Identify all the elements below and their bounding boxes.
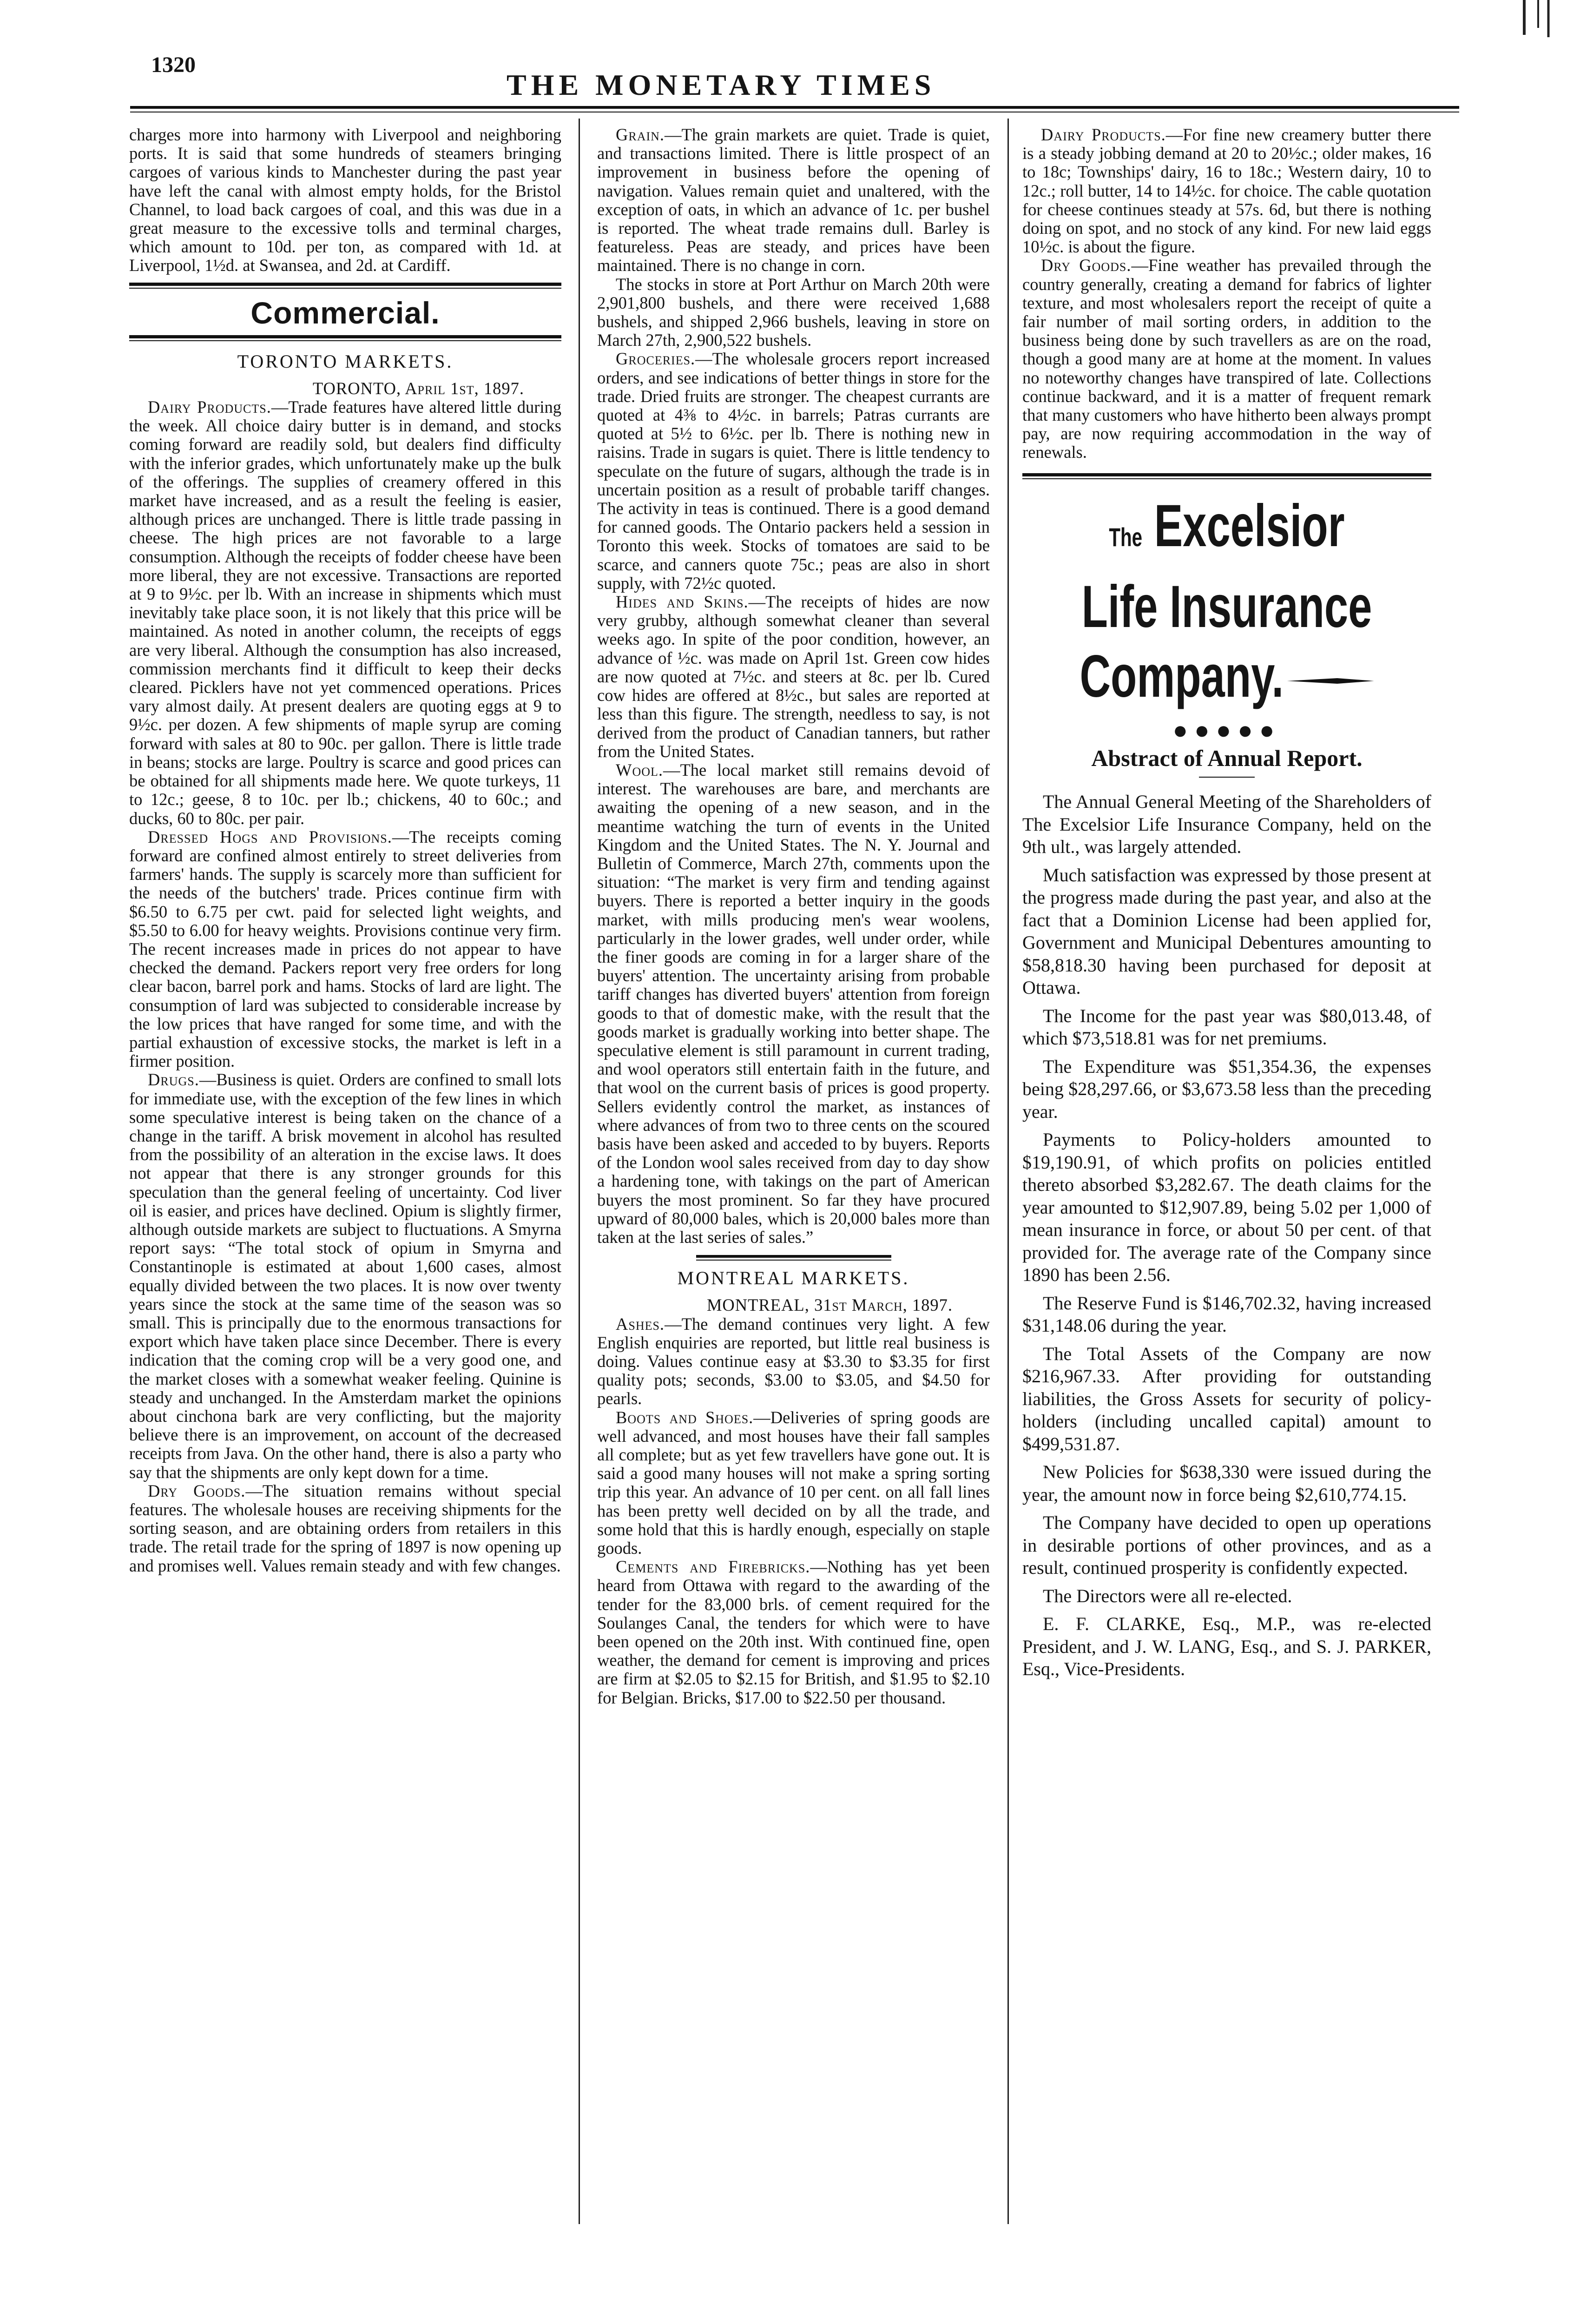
- section-heading: Commercial.: [250, 295, 440, 330]
- section-rule: [129, 335, 561, 341]
- boots-label: Boots and Shoes.: [616, 1407, 754, 1427]
- wool-label: Wool.: [616, 760, 664, 779]
- ad-paragraph: Much satisfaction was expressed by those present at the progress made during the past year, and also at the fact that a Dominion License had been applied for, Government and Municipal Debentures amounting to $58,818.30 having been purchased for deposit at Ottawa.: [1022, 864, 1431, 998]
- drygoods-text: —The situation remains without special features. The wholesale houses are receiving shipments for the sorting season, and are obtaining orders from retailers in this trade. The retail trade for the spring of 1897 is now opening up and promises well. Values remain steady and with few changes.: [129, 1481, 561, 1575]
- montreal-dateline: MONTREAL, 31st March, 1897.: [706, 1295, 953, 1315]
- ad-paragraph: The Income for the past year was $80,013.48, of which $73,518.81 was for net premiums.: [1022, 1005, 1431, 1049]
- montreal-dairy-label: Dairy Products.: [1041, 125, 1166, 144]
- grain-stocks-paragraph: The stocks in store at Port Arthur on March 20th were 2,901,800 bushels, and there were received 1,688 bushels, and shipped 2,966 bushels, leaving in store on March 27th, 2,900,522 bushels.: [597, 274, 990, 350]
- column-2: [597, 125, 990, 1707]
- ad-company: Company.: [1080, 643, 1284, 710]
- canal-paragraph: charges more into harmony with Liverpool and neighboring ports. It is said that some hundreds of steamers bringing cargoes of various kinds to Manchester during the past year have left the canal with almost empty holds, for the Bristol Channel, to load back cargoes of coal, and this was due in a great measure to the excessive tolls and terminal charges, which amount to 10d. per ton, as compared with 1d. at Liverpool, 1½d. at Swansea, and 2d. at Cardiff.: [129, 125, 561, 275]
- ad-paragraph: The Reserve Fund is $146,702.32, having increased $31,148.06 during the year.: [1022, 1292, 1431, 1336]
- ad-paragraph: The Expenditure was $51,354.36, the expenses being $28,297.66, or $3,673.58 less than the preceding year.: [1022, 1056, 1431, 1122]
- grain-paragraph: [597, 125, 990, 275]
- hogs-text: —The receipts coming forward are confined almost entirely to street deliveries from farmers' hands. The supply is scarcely more than sufficient for the needs of the butchers' trade. Prices continue firm with $6.50 to 6.75 per cwt. paid for selected light weights, and $5.50 to 6.00 for heavy weights. Provisions continue very firm. The recent increases made in prices do not appear to have checked the demand. Packers report very free orders for long clear bacon, barrel pork and hams. Stocks of lard are light. The consumption of lard was subjected to considerable increase by the low prices that have ranged for some time, and with the partial exhaustion of excessive stocks, the market is left in a firmer position.: [129, 827, 561, 1071]
- column-rule-1: [579, 119, 580, 2224]
- wool-paragraph: [597, 761, 990, 1247]
- ashes-label: Ashes.: [616, 1314, 665, 1334]
- ad-body: [1022, 791, 1431, 1681]
- ad-title-line-2: Life Insurance: [1081, 573, 1372, 640]
- montreal-drygoods-text: —Fine weather has prevailed through the country generally, creating a demand for fabrics of lighter texture, and most wholesalers report the receipt of quite a fair number of mail sorting orders, in addition to the business being done by such travellers as are on the road, though a good many are at home at the moment. In values no noteworthy changes have transpired of late. Collections continue backward, and it is a matter of frequent remark that many customers who have hitherto been always prompt pay, are now requiring accommodation in the way of renewals.: [1022, 256, 1431, 462]
- dairy-paragraph: [129, 398, 561, 828]
- grain-label: Grain.: [616, 125, 665, 144]
- cements-paragraph: [597, 1558, 990, 1707]
- montreal-drygoods-label: Dry Goods.: [1041, 256, 1132, 275]
- ad-paragraph: E. F. CLARKE, Esq., M.P., was re-elected President, and J. W. LANG, Esq., and S. J. PARKER, Esq., Vice-Presidents.: [1022, 1613, 1431, 1680]
- boots-paragraph: [597, 1408, 990, 1558]
- drugs-label: Drugs.: [148, 1070, 199, 1089]
- ad-subtitle: Abstract of Annual Report.: [1091, 745, 1363, 771]
- header-rule: [130, 106, 1459, 112]
- excelsior-advertisement: [1022, 491, 1431, 1681]
- groceries-paragraph: [597, 350, 990, 593]
- groceries-text: —The wholesale grocers report increased orders, and see indications of better things in store for the trade. Dried fruits are stronger. The cheapest currants are quoted at 4⅜ to 4½c. in barrels; Patras currants are quoted at 5½ to 6½c. per lb. There is nothing new in raisins. Trade in sugars is quiet. There is little tendency to speculate on the future of sugars, although the trade is in uncertain position as a result of probable tariff changes. The activity in teas is continued. There is a good demand for canned goods. The Ontario packers held a session in Toronto this week. Stocks of tomatoes are said to be scarce, and canners quote 75c.; peas are also in short supply, with 72½c quoted.: [597, 349, 990, 593]
- montreal-dairy-text: —For fine new creamery butter there is a steady jobbing demand at 20 to 20½c.; older makes, 16 to 18c; Townships' dairy, 16 to 18c.; Western dairy, 10 to 12c.; roll butter, 14 to 14½c. for choice. The cable quotation for cheese continues steady at 57s. 6d, but there is nothing doing on spot, and no stock of any kind. For new laid eggs 10½c. is about the figure.: [1022, 125, 1431, 257]
- ad-paragraph: The Company have decided to open up operations in desirable portions of other provinces, and as a result, continued prosperity is confidently expected.: [1022, 1512, 1431, 1578]
- cements-label: Cements and Firebricks.: [616, 1557, 810, 1577]
- groceries-label: Groceries.: [616, 349, 696, 369]
- ad-paragraph: The Directors were all re-elected.: [1043, 1585, 1292, 1606]
- ad-paragraph: New Policies for $638,330 were issued during the year, the amount now in force being $2,610,774.15.: [1022, 1461, 1431, 1505]
- ad-title-line-3: [1080, 642, 1374, 712]
- ad-paragraph: The Total Assets of the Company are now $216,967.33. After providing for outstanding liabilities, the Gross Assets for security of policy-holders (including uncalled capital) amount to $499,531.87.: [1022, 1343, 1431, 1454]
- column-rule-2: [1007, 119, 1009, 2224]
- ad-paragraph: The Annual General Meeting of the Shareholders of The Excelsior Life Insurance Company, held on the 9th ult., was largely attended.: [1022, 791, 1431, 858]
- hides-paragraph: [597, 593, 990, 761]
- wool-text: —The local market still remains devoid of interest. The warehouses are bare, and merchants are awaiting the opening of a new season, and in the meantime watching the turn of events in the United Kingdom and the United States. The N. Y. Journal and Bulletin of Commerce, March 27th, comments upon the situation: “The market is very firm and tending against buyers. There is reported a better inquiry in the goods market, with mills producing men's wear woolens, particularly in the lower grades, well under order, while the finer goods are coming in for a larger share of the buyers' attention. The uncertainty arising from probable tariff changes has diverted buyers' attention from foreign goods to that of domestic make, with the result that the goods market is gradually working into better shape. The speculative element is still paramount in current trading, and wool operators still entertain faith in the future, and that wool on the current basis of prices is good property. Sellers evidently control the market, as instances of where advances of from two to three cents on the scoured basis have been asked and acceded to by buyers. Reports of the London wool sales received from day to day show a hardening tone, with takings on the part of American buyers the most prominent. So far they have procured upward of 80,000 bales, which is 20,000 bales more than taken at the last series of sales.”: [597, 760, 990, 1247]
- ad-short-rule: [1199, 777, 1255, 778]
- ad-excelsior: Excelsior: [1154, 492, 1345, 559]
- montreal-dairy-paragraph: [1022, 125, 1431, 256]
- hides-label: Hides and Skins.: [616, 592, 749, 612]
- hides-text: —The receipts of hides are now very grubby, although somewhat cleaner than several weeks ago. In spite of the poor condition, however, an advance of ½c. was made on April 1st. Green cow hides are now quoted at 7½c. and steers at 8c. per lb. Cured cow hides are offered at 8½c., but sales are reported at less than this figure. The strength, needless to say, is not derived from the product of Canadian tanners, but rather from the United States.: [597, 592, 990, 761]
- hogs-paragraph: [129, 828, 561, 1071]
- column-1: [129, 125, 561, 1575]
- cements-text: —Nothing has yet been heard from Ottawa with regard to the awarding of the tender for the 83,000 brls. of cement required for the Soulanges Canal, the tenders for which were to have been opened on the 20th inst. With continued fine, open weather, the demand for cement is improving and prices are firm at $2.05 to $2.15 for British, and $1.95 to $2.10 for Belgian. Bricks, $17.00 to $22.50 per thousand.: [597, 1557, 990, 1707]
- drygoods-paragraph: [129, 1482, 561, 1575]
- ad-dots-ornament: ●●●●●: [1172, 716, 1281, 744]
- drygoods-label: Dry Goods.: [148, 1481, 246, 1500]
- masthead-title: THE MONETARY TIMES: [507, 68, 936, 101]
- drugs-text: —Business is quiet. Orders are confined to small lots for immediate use, with the exception of the few lines in which some speculative interest is being taken on the chance of a change in the tariff. A brisk movement in alcohol has resulted from the possibility of an alteration in the excise laws. It does not appear that there is any stronger grounds for this speculation than the general feeling of uncertainty. Cod liver oil is easier, and prices have declined. Opium is slightly firmer, although outside markets are subject to fluctuations. A Smyrna report says: “The total stock of opium in Smyrna and Constantinople is estimated at about 1,600 cases, almost equally divided between the two places. It is now over twenty years since the stock at the same time of the season was so small. This is principally due to the enormous transactions for export which have taken place since December. There is every indication that the coming crop will be a very good one, and the market closes with a somewhat weaker feeling. Quinine is steady and unchanged. In the Amsterdam market the opinions about cinchona bark are very conflicting, but the majority believe there is an improvement, on account of the decreased receipts from Java. On the other hand, there is also a party who say that the shipments are only kept down for a time.: [129, 1070, 561, 1482]
- market-heading: TORONTO MARKETS.: [237, 350, 454, 372]
- dateline: TORONTO, April 1st, 1897.: [312, 378, 524, 398]
- column-3: [1022, 125, 1431, 1686]
- swoosh-ornament: [1287, 677, 1374, 685]
- edge-marks: [1520, 0, 1557, 37]
- grain-text: —The grain markets are quiet. Trade is quiet, and transactions limited. There is little prospect of an improvement in business before the opening of navigation. Values remain quiet and unaltered, with the exception of oats, in which an advance of 1c. per bushel is reported. The wheat trade remains dull. Barley is featureless. Peas are steady, and prices have been maintained. There is no change in corn.: [597, 125, 990, 275]
- ad-the: The: [1109, 522, 1143, 552]
- page-number: 1320: [151, 53, 196, 77]
- boots-text: —Deliveries of spring goods are well advanced, and most houses have their fall samples all complete; but as yet few travellers have gone out. It is said a good many houses will not make a spring sorting trip this year. An advance of 10 per cent. on all fall lines has been pretty well decided on by all the trade, and some hold that this is hardly enough, especially on staple goods.: [597, 1407, 990, 1558]
- montreal-drygoods-paragraph: [1022, 256, 1431, 462]
- section-rule: [129, 283, 561, 289]
- ad-title-line-1: [1080, 491, 1374, 572]
- montreal-rule: [696, 1255, 891, 1261]
- ad-top-rule: [1022, 473, 1431, 479]
- ashes-text: —The demand continues very light. A few English enquiries are reported, but little real business is doing. Values continue easy at $3.30 to $3.35 for first quality pots; seconds, $3.00 to $3.05, and $4.50 for pearls.: [597, 1314, 990, 1408]
- montreal-heading: MONTREAL MARKETS.: [677, 1268, 910, 1289]
- dairy-label: Dairy Products.: [148, 397, 271, 417]
- ashes-paragraph: [597, 1315, 990, 1408]
- ad-paragraph: Payments to Policy-holders amounted to $19,190.91, of which profits on policies entitled thereto absorbed $3,282.67. The death claims for the year amounted to $12,907.89, being 5.02 per 1,000 of mean insurance in force, or about 50 per cent. of that provided for. The average rate of the Company since 1890 has been 2.56.: [1022, 1129, 1431, 1286]
- dairy-text: —Trade features have altered little during the week. All choice dairy butter is in demand, and stocks coming forward are readily sold, but dealers find difficulty with the inferior grades, which unfortunately make up the bulk of the offerings. The supplies of creamery offered in this market have increased, and as a result the feeling is easier, although prices are unchanged. There is little trade passing in cheese. The high prices are not favorable to a large consumption. Although the receipts of fodder cheese have been more liberal, they are not excessive. Transactions are reported at 9 to 9½c. per lb. With an increase in shipments which must inevitably take place soon, it is not likely that this price will be maintained. As noted in another column, the receipts of eggs are very liberal. Although the consumption has also increased, commission merchants find it difficult to keep their decks cleared. Picklers have not yet commenced operations. Prices vary almost daily. At present dealers are quoting eggs at 9 to 9½c. per dozen. A few shipments of maple syrup are coming forward with sales at 80 to 90c. per gallon. There is little trade in beans; stocks are large. Poultry is scarce and good prices can be obtained for all shipments made here. We quote turkeys, 11 to 12c.; geese, 8 to 10c. per lb.; chickens, 40 to 60c.; and ducks, 60 to 80c. per pair.: [129, 397, 561, 828]
- hogs-label: Dressed Hogs and Provisions.: [148, 827, 392, 846]
- drugs-paragraph: [129, 1070, 561, 1481]
